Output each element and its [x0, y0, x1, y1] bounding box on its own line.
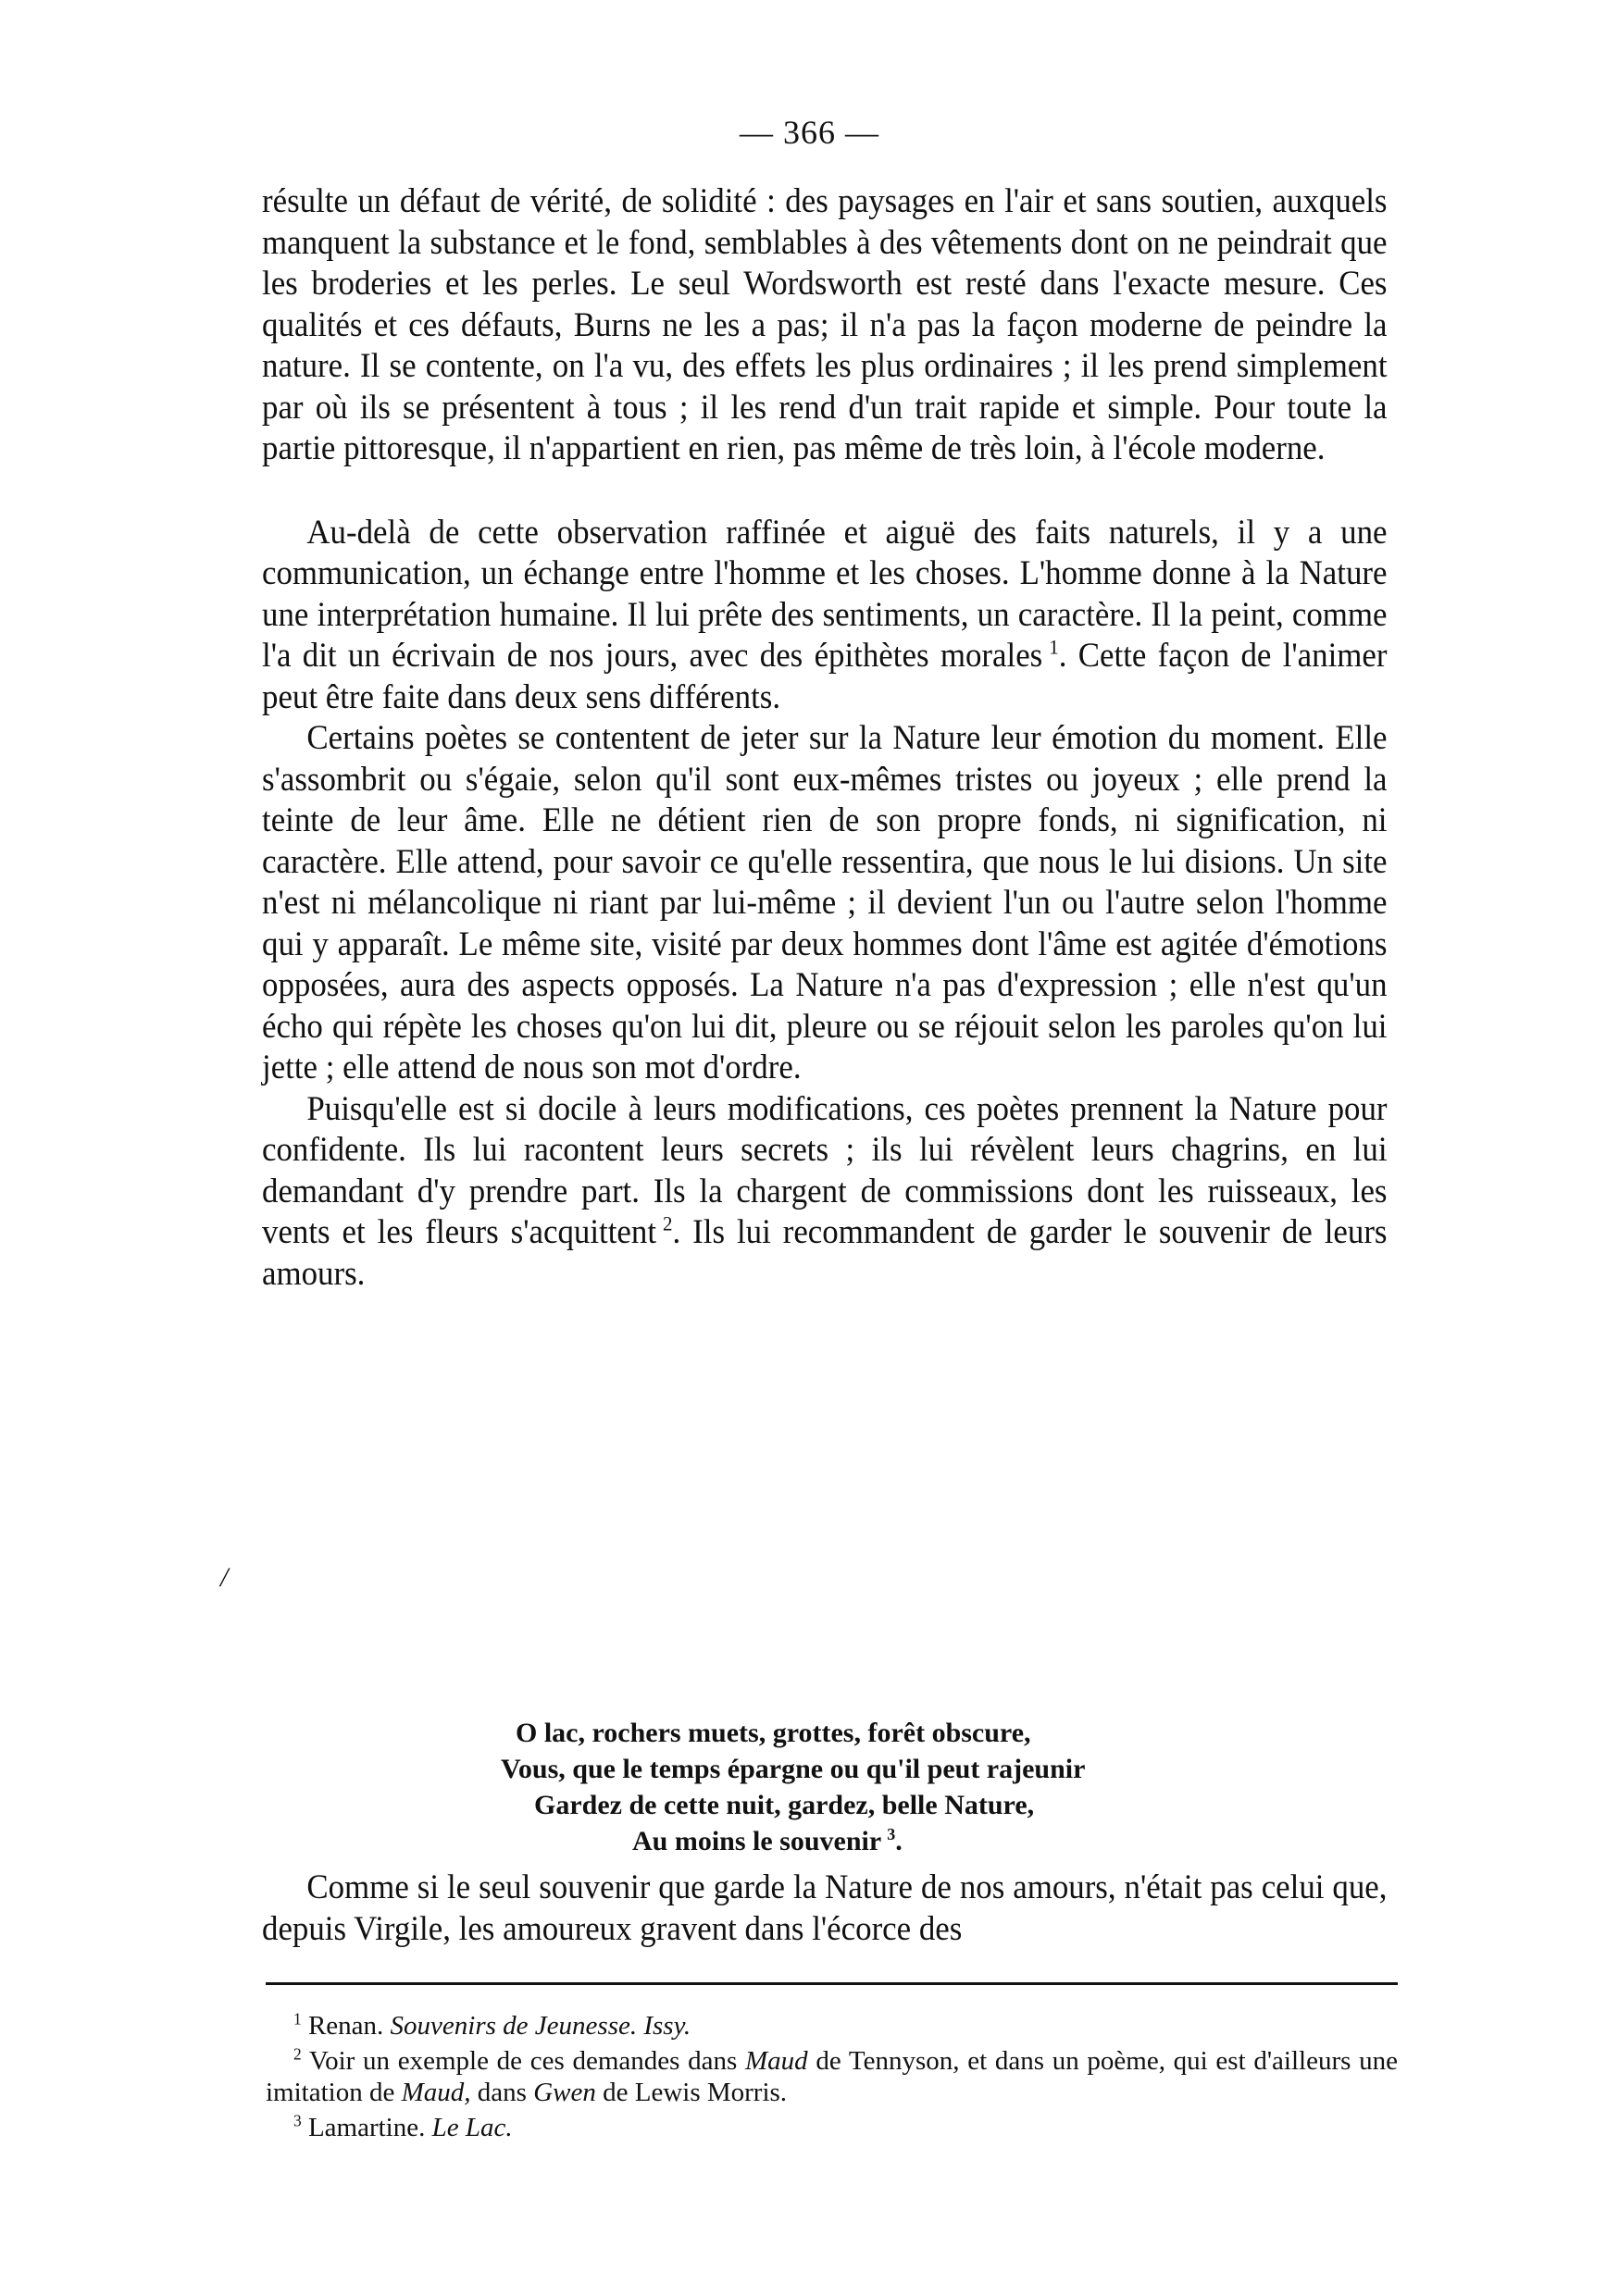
footnote-2-text: Voir un exemple de ces demandes dans — [308, 2046, 745, 2076]
footnote-2-title-gwen: Gwen — [533, 2078, 596, 2107]
paragraph-4-text: Puisqu'elle est si docile à leurs modifications, ces poètes prennent la Nature pour confidente. Ils lui racontent leurs secrets ; ils lui révèlent leurs chagrins, en lui demandant d'y prendre part. Ils la chargent de commissions dont les ruisseaux, les vents et les fleurs s'acquittent — [262, 1089, 1388, 1251]
footnote-2-text: de Tennyson, et dans un poème, qui est d'ailleurs une imitation de — [266, 2046, 1398, 2107]
footnote-1 — [266, 2010, 1398, 2042]
paragraph-2-text-end: . Cette façon de l'animer peut être faite dans deux sens différents. — [262, 637, 1388, 716]
paragraph-3: Certains poètes se contentent de jeter sur la Nature leur émotion du moment. Elle s'assombrit ou s'égaie, selon qu'il sont eux-mêmes tristes ou joyeux ; elle prend la teinte de leur âme. Elle ne détient rien de son propre fonds, ni signification, ni caractère. Elle attend, pour savoir ce qu'elle ressentira, que nous le lui disions. Un site n'est ni mélancolique ni riant par lui-même ; il devient l'un ou l'autre selon l'homme qui y apparaît. Le même site, visité par deux hommes dont l'âme est agitée d'émotions opposées, aura des aspects opposés. La Nature n'a pas d'expression ; elle n'est qu'un écho qui répète les choses qu'on lui dit, pleure ou se réjouit selon les paroles qu'on lui jette ; elle attend de nous son mot d'ordre. — [262, 719, 1388, 1086]
footnote-2-text: de Lewis Morris. — [595, 2078, 788, 2107]
footnote-ref-2[interactable]: 2 — [663, 1211, 673, 1235]
closing-text — [262, 1868, 1388, 1950]
footnote-1-number: 1 — [293, 2009, 302, 2029]
verse-line-4-text: Au moins le souvenir — [632, 1826, 882, 1856]
verse-line-3: Gardez de cette nuit, gardez, belle Nature, — [534, 1790, 1035, 1820]
main-text — [262, 181, 1388, 1295]
paragraph-5: Comme si le seul souvenir que garde la Nature de nos amours, n'était pas celui que, depuis Virgile, les amoureux gravent dans l'écorce des — [262, 1868, 1388, 1948]
footnote-1-title: Souvenirs de Jeunesse. Issy. — [390, 2011, 691, 2041]
footnote-separator — [266, 1982, 1398, 1985]
footnote-2-text: dans — [470, 2078, 534, 2107]
footnote-2-title-maud: Maud, — [401, 2078, 471, 2107]
verse-line-1: O lac, rochers muets, grottes, forêt obscure, — [516, 1718, 1031, 1748]
verse-line-4 — [632, 1823, 903, 1859]
paragraph-2-text: Au-delà de cette observation raffinée et aiguë des faits naturels, il y a une communication, un échange entre l'homme et les choses. L'homme donne à la Nature une interprétation humaine. Il lui prête des sentiments, un caractère. Il la peint, comme l'a dit un écrivain de nos jours, avec des épithètes morales — [262, 513, 1388, 675]
margin-mark: / — [220, 1562, 229, 1593]
verse-line-2: Vous, que le temps épargne ou qu'il peut rajeunir — [501, 1754, 1086, 1784]
verse-line-4-end: . — [895, 1826, 903, 1856]
footnote-3-author: Lamartine. — [307, 2113, 432, 2142]
paragraph-2 — [262, 513, 1388, 719]
footnote-2 — [266, 2045, 1398, 2108]
footnote-ref-3[interactable]: 3 — [887, 1825, 896, 1843]
paragraph-1: résulte un défaut de vérité, de solidité : des paysages en l'air et sans soutien, auxquels manquent la substance et le fond, semblables à des vêtements dont on ne peindrait que les broderies et les perles. Le seul Wordsworth est resté dans l'exacte mesure. Ces qualités et ces défauts, Burns ne les a pas; il n'a pas la façon moderne de peindre la nature. Il se contente, on l'a vu, des effets les plus ordinaires ; il les prend simplement par où ils se présentent à tous ; il les rend d'un trait rapide et simple. Pour toute la partie pittoresque, il n'appartient en rien, pas même de très loin, à l'école moderne. — [262, 182, 1388, 467]
footnote-3-title: Le Lac. — [431, 2113, 513, 2142]
footnote-3-number: 3 — [293, 2111, 302, 2130]
footnote-1-author: Renan. — [307, 2011, 391, 2041]
paragraph-4 — [262, 1089, 1388, 1296]
footnotes — [266, 2010, 1398, 2147]
footnote-2-number: 2 — [293, 2044, 302, 2064]
footnote-2-title-maud: Maud — [744, 2046, 808, 2076]
paragraph-4-text-end: . Ils lui recommandent de garder le souvenir de leurs amours. — [262, 1213, 1388, 1293]
footnote-3 — [266, 2112, 1398, 2143]
page-number: — 366 — — [740, 114, 879, 151]
footnote-ref-1[interactable]: 1 — [1049, 635, 1059, 659]
